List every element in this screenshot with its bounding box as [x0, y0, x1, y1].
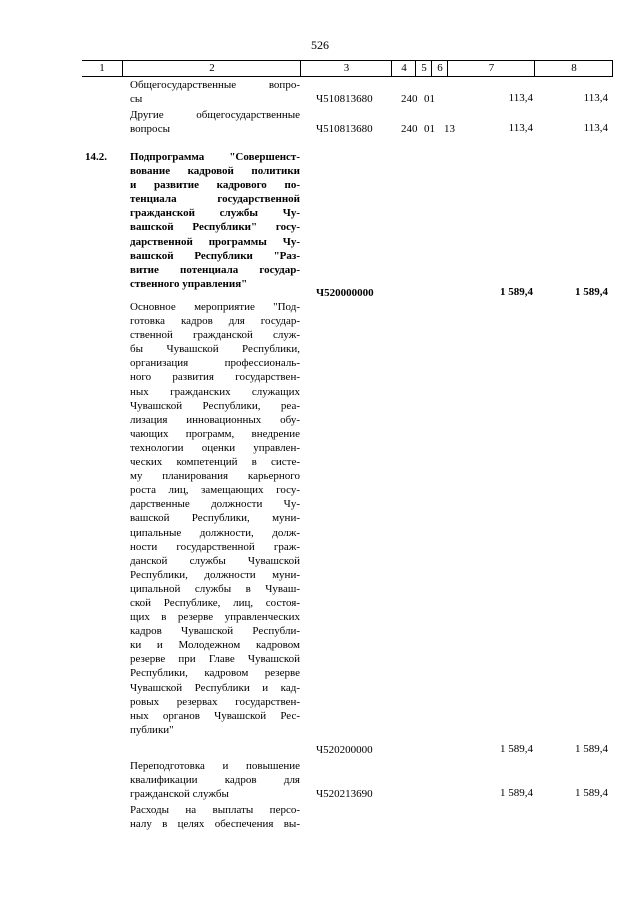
desc-line: Подпрограмма "Совершенст- — [130, 151, 300, 163]
budget-code: Ч520213690 — [316, 788, 373, 800]
value-col-7: 113,4 — [508, 92, 533, 104]
value-col-7: 113,4 — [508, 122, 533, 134]
desc-line: кадров Чувашской Республи- — [130, 625, 300, 638]
desc-line: лизация инновационных обу- — [130, 413, 300, 426]
desc-line: ного развития государствен- — [130, 371, 300, 384]
col-header-3: 3 — [300, 61, 392, 76]
desc-line: ности государственной граж- — [130, 540, 300, 553]
desc-line: Переподготовка и повышение — [130, 760, 300, 772]
budget-code: Ч520000000 — [316, 287, 374, 299]
desc-line: Республики, кадровом резерве — [130, 667, 300, 680]
desc-line: технологии оценки управлен- — [130, 441, 300, 454]
page-number: 526 — [311, 38, 329, 52]
desc-line: вашской Республики, муни- — [130, 512, 300, 525]
value-col-7: 1 589,4 — [500, 286, 533, 298]
desc-line: дарственные должности Чу- — [130, 498, 300, 511]
value-col-8: 1 589,4 — [575, 787, 608, 799]
section-code: 01 — [424, 123, 435, 135]
value-col-7: 1 589,4 — [500, 787, 533, 799]
subsection-code: 13 — [444, 123, 455, 135]
section-code: 01 — [424, 93, 435, 105]
desc-line: ципальные должности, долж- — [130, 526, 300, 539]
desc-line: организация профессиональ- — [130, 357, 300, 370]
desc-line: вопросы — [130, 123, 171, 136]
desc-line: щих в резерве управленческих — [130, 611, 300, 624]
desc-line: ных гражданских служащих — [130, 385, 300, 398]
desc-line: Чувашской Республики и кад- — [130, 681, 300, 694]
expense-type-code: 240 — [401, 93, 418, 105]
row-number: 14.2. — [85, 151, 107, 163]
desc-line: Чувашской Республики, реа- — [130, 399, 300, 412]
desc-line: Республики, должности муни- — [130, 568, 300, 581]
table-row-description — [130, 759, 300, 801]
table-row-description — [130, 150, 300, 291]
desc-line: публики" — [130, 723, 174, 736]
budget-code: Ч520200000 — [316, 744, 373, 756]
desc-line: ципальной службы в Чуваш- — [130, 582, 300, 595]
desc-line: ки и Молодежном кадровом — [130, 639, 300, 652]
desc-line: Расходы на выплаты персо- — [130, 804, 300, 816]
value-col-8: 1 589,4 — [575, 743, 608, 755]
desc-line: резерве при Главе Чувашской — [130, 653, 300, 666]
col-header-2: 2 — [122, 61, 301, 76]
col-header-7: 7 — [447, 61, 535, 76]
desc-line: сы — [130, 93, 143, 106]
desc-line: Общегосударственные вопро- — [130, 79, 300, 91]
desc-line: квалификации кадров для — [130, 774, 300, 787]
col-header-1: 1 — [99, 62, 105, 74]
value-col-8: 1 589,4 — [575, 286, 608, 298]
value-col-7: 1 589,4 — [500, 743, 533, 755]
table-header — [82, 60, 613, 77]
desc-line: витие потенциала государ- — [130, 263, 300, 276]
desc-line: вашской Республики "Раз- — [130, 249, 300, 262]
col-header-5: 5 — [415, 61, 432, 76]
desc-line: и развитие кадрового по- — [130, 179, 300, 192]
desc-line: ных органов Чувашской Рес- — [130, 709, 300, 722]
desc-line: налу в целях обеспечения вы- — [130, 818, 300, 831]
desc-line: данской службы Чувашской — [130, 554, 300, 567]
desc-line: вашской Республики" госу- — [130, 221, 300, 234]
desc-line: вование кадровой политики — [130, 165, 300, 178]
table-row-description — [130, 803, 300, 831]
table-row-description — [130, 300, 300, 737]
col-header-4: 4 — [391, 61, 416, 76]
desc-line: ровых резервах государствен- — [130, 695, 300, 708]
desc-line: дарственной программы Чу- — [130, 235, 300, 248]
expense-type-code: 240 — [401, 123, 418, 135]
desc-line: ческих компетенций в систе- — [130, 456, 300, 469]
value-col-8: 113,4 — [583, 92, 608, 104]
col-header-8: 8 — [534, 61, 613, 76]
desc-line: бы Чувашской Республики, — [130, 343, 300, 356]
budget-code: Ч510813680 — [316, 123, 373, 135]
table-row-description — [130, 108, 300, 136]
desc-line: гражданской службы — [130, 788, 229, 801]
desc-line: гражданской службы Чу- — [130, 207, 300, 220]
desc-line: ственного управления" — [130, 277, 248, 290]
table-row-description — [130, 78, 300, 106]
desc-line: ственной гражданской служ- — [130, 329, 300, 342]
value-col-8: 113,4 — [583, 122, 608, 134]
desc-line: му планирования карьерного — [130, 470, 300, 483]
desc-line: готовка кадров для государ- — [130, 315, 300, 328]
desc-line: чающих программ, внедрение — [130, 427, 300, 440]
desc-line: Другие общегосударственные — [130, 109, 300, 121]
desc-line: ской Республике, лиц, состоя- — [130, 596, 300, 609]
budget-code: Ч510813680 — [316, 93, 373, 105]
desc-line: тенциала государственной — [130, 193, 300, 206]
desc-line: Основное мероприятие "Под- — [130, 301, 300, 313]
col-header-6: 6 — [431, 61, 448, 76]
desc-line: роста лиц, замещающих госу- — [130, 484, 300, 497]
